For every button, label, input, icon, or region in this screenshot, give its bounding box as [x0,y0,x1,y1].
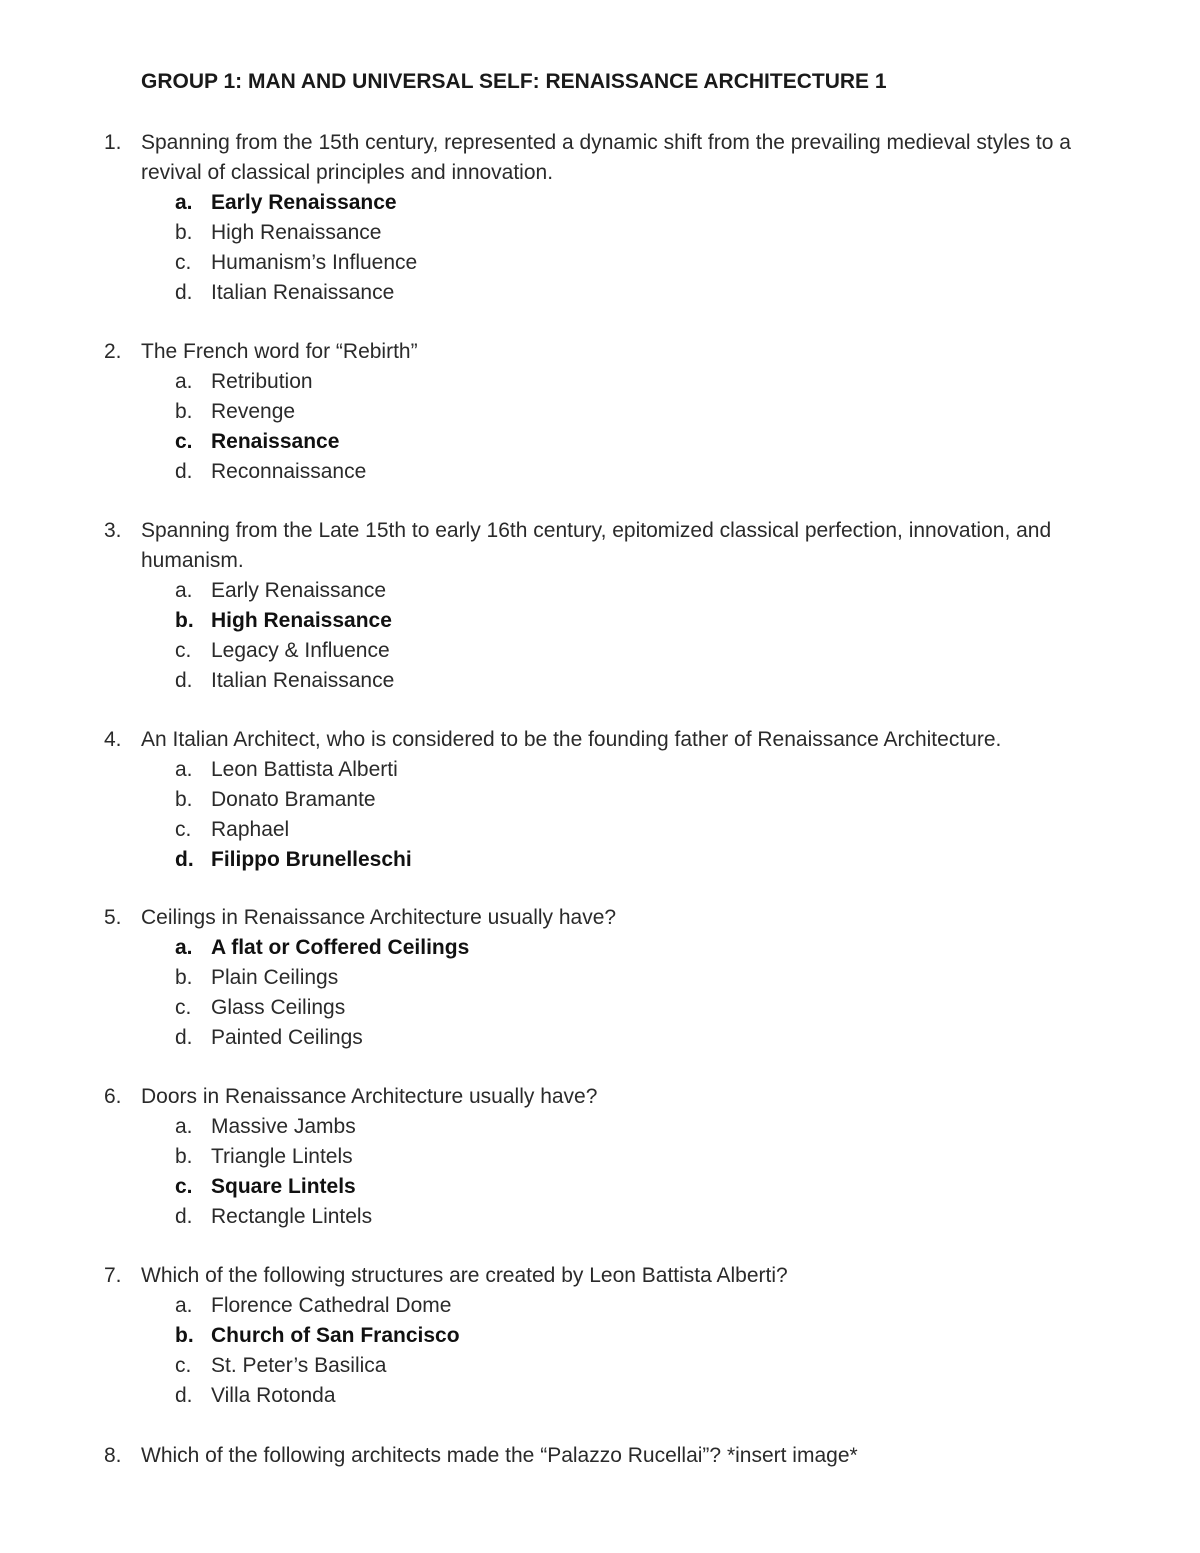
option-letter: a. [175,1294,193,1317]
option-text: Square Lintels [211,1175,356,1198]
option-letter: c. [175,639,192,662]
document-title: GROUP 1: MAN AND UNIVERSAL SELF: RENAISSANCE ARCHITECTURE 1 [141,70,887,93]
option-text: Florence Cathedral Dome [211,1294,452,1317]
answer-option-correct [0,427,1200,457]
question-number: 2. [104,340,122,363]
answer-option [0,815,1200,845]
answer-option [0,993,1200,1023]
answer-options [0,755,1200,875]
answer-options [0,576,1200,696]
option-letter: a. [175,370,193,393]
option-letter: b. [175,966,193,989]
answer-option [0,1142,1200,1172]
option-letter: d. [175,460,193,483]
option-letter: b. [175,1324,194,1347]
option-text: Church of San Francisco [211,1324,460,1347]
question-item [0,725,1200,875]
option-letter: c. [175,996,192,1019]
option-text: Glass Ceilings [211,996,346,1019]
answer-options [0,1112,1200,1232]
question-number: 6. [104,1085,122,1108]
answer-option [0,785,1200,815]
option-letter: d. [175,669,193,692]
option-text: Italian Renaissance [211,281,395,304]
answer-option [0,666,1200,696]
option-letter: d. [175,1205,193,1228]
answer-option [0,1023,1200,1053]
question-number: 5. [104,906,122,929]
question-text: Spanning from the 15th century, represented a dynamic shift from the prevailing medieval styles to a revival of classical principles and innovation. [141,131,1071,184]
question-row [0,725,1200,755]
question-item [0,337,1200,487]
option-letter: b. [175,400,193,423]
answer-option [0,1112,1200,1142]
answer-option-correct [0,1172,1200,1202]
answer-option [0,1202,1200,1232]
answer-options [0,933,1200,1053]
question-text: Ceilings in Renaissance Architecture usually have? [141,906,617,929]
option-letter: c. [175,1354,192,1377]
option-letter: b. [175,1145,193,1168]
option-letter: a. [175,579,193,602]
answer-option [0,963,1200,993]
answer-option-correct [0,845,1200,875]
option-letter: c. [175,430,193,453]
option-text: Retribution [211,370,313,393]
question-number: 4. [104,728,122,751]
question-row [0,516,1200,576]
option-text: Plain Ceilings [211,966,339,989]
option-letter: c. [175,251,192,274]
option-letter: d. [175,1026,193,1049]
question-row [0,337,1200,367]
option-letter: a. [175,191,193,214]
answer-option-correct [0,606,1200,636]
option-text: Early Renaissance [211,579,387,602]
option-letter: c. [175,818,192,841]
answer-option [0,1381,1200,1411]
option-text: Early Renaissance [211,191,397,214]
option-letter: b. [175,788,193,811]
option-text: Filippo Brunelleschi [211,848,412,871]
question-text: Spanning from the Late 15th to early 16th century, epitomized classical perfection, innovation, and humanism. [141,519,1052,572]
question-number: 7. [104,1264,122,1287]
answer-option [0,636,1200,666]
question-row [0,128,1200,188]
question-text: Doors in Renaissance Architecture usually have? [141,1085,598,1108]
answer-option [0,278,1200,308]
option-text: Renaissance [211,430,340,453]
option-letter: b. [175,609,194,632]
option-letter: d. [175,281,193,304]
option-text: Revenge [211,400,296,423]
answer-option [0,397,1200,427]
question-item [0,903,1200,1053]
answer-option [0,367,1200,397]
option-text: Reconnaissance [211,460,367,483]
option-letter: b. [175,221,193,244]
answer-option [0,755,1200,785]
answer-option [0,218,1200,248]
answer-option [0,576,1200,606]
option-letter: a. [175,758,193,781]
option-letter: d. [175,848,194,871]
question-text: Which of the following architects made the “Palazzo Rucellai”? *insert image* [141,1444,858,1467]
option-text: Italian Renaissance [211,669,395,692]
option-text: Villa Rotonda [211,1384,336,1407]
answer-option-correct [0,1321,1200,1351]
option-letter: c. [175,1175,193,1198]
question-text: The French word for “Rebirth” [141,340,418,363]
option-text: Donato Bramante [211,788,376,811]
option-text: St. Peter’s Basilica [211,1354,387,1377]
answer-option-correct [0,188,1200,218]
option-text: Painted Ceilings [211,1026,363,1049]
question-text: Which of the following structures are created by Leon Battista Alberti? [141,1264,788,1287]
answer-options [0,1291,1200,1411]
question-item [0,1082,1200,1232]
question-number: 8. [104,1444,122,1467]
question-number: 1. [104,131,122,154]
answer-options [0,367,1200,487]
option-text: Humanism’s Influence [211,251,418,274]
answer-option [0,457,1200,487]
question-item [0,516,1200,696]
answer-option [0,1351,1200,1381]
question-item [0,128,1200,308]
question-item [0,1261,1200,1411]
option-text: Massive Jambs [211,1115,356,1138]
option-letter: a. [175,936,193,959]
answer-option [0,1291,1200,1321]
question-number: 3. [104,519,122,542]
question-item [0,1441,1200,1471]
option-text: High Renaissance [211,221,382,244]
option-text: Legacy & Influence [211,639,390,662]
option-text: Raphael [211,818,290,841]
option-text: Rectangle Lintels [211,1205,373,1228]
option-letter: a. [175,1115,193,1138]
option-letter: d. [175,1384,193,1407]
answer-option-correct [0,933,1200,963]
option-text: High Renaissance [211,609,392,632]
option-text: Leon Battista Alberti [211,758,398,781]
question-row [0,903,1200,933]
question-row [0,1082,1200,1112]
answer-options [0,188,1200,308]
question-row [0,1441,1200,1471]
option-text: A flat or Coffered Ceilings [211,936,470,959]
question-row [0,1261,1200,1291]
option-text: Triangle Lintels [211,1145,353,1168]
answer-option [0,248,1200,278]
question-text: An Italian Architect, who is considered to be the founding father of Renaissance Architecture. [141,728,1002,751]
